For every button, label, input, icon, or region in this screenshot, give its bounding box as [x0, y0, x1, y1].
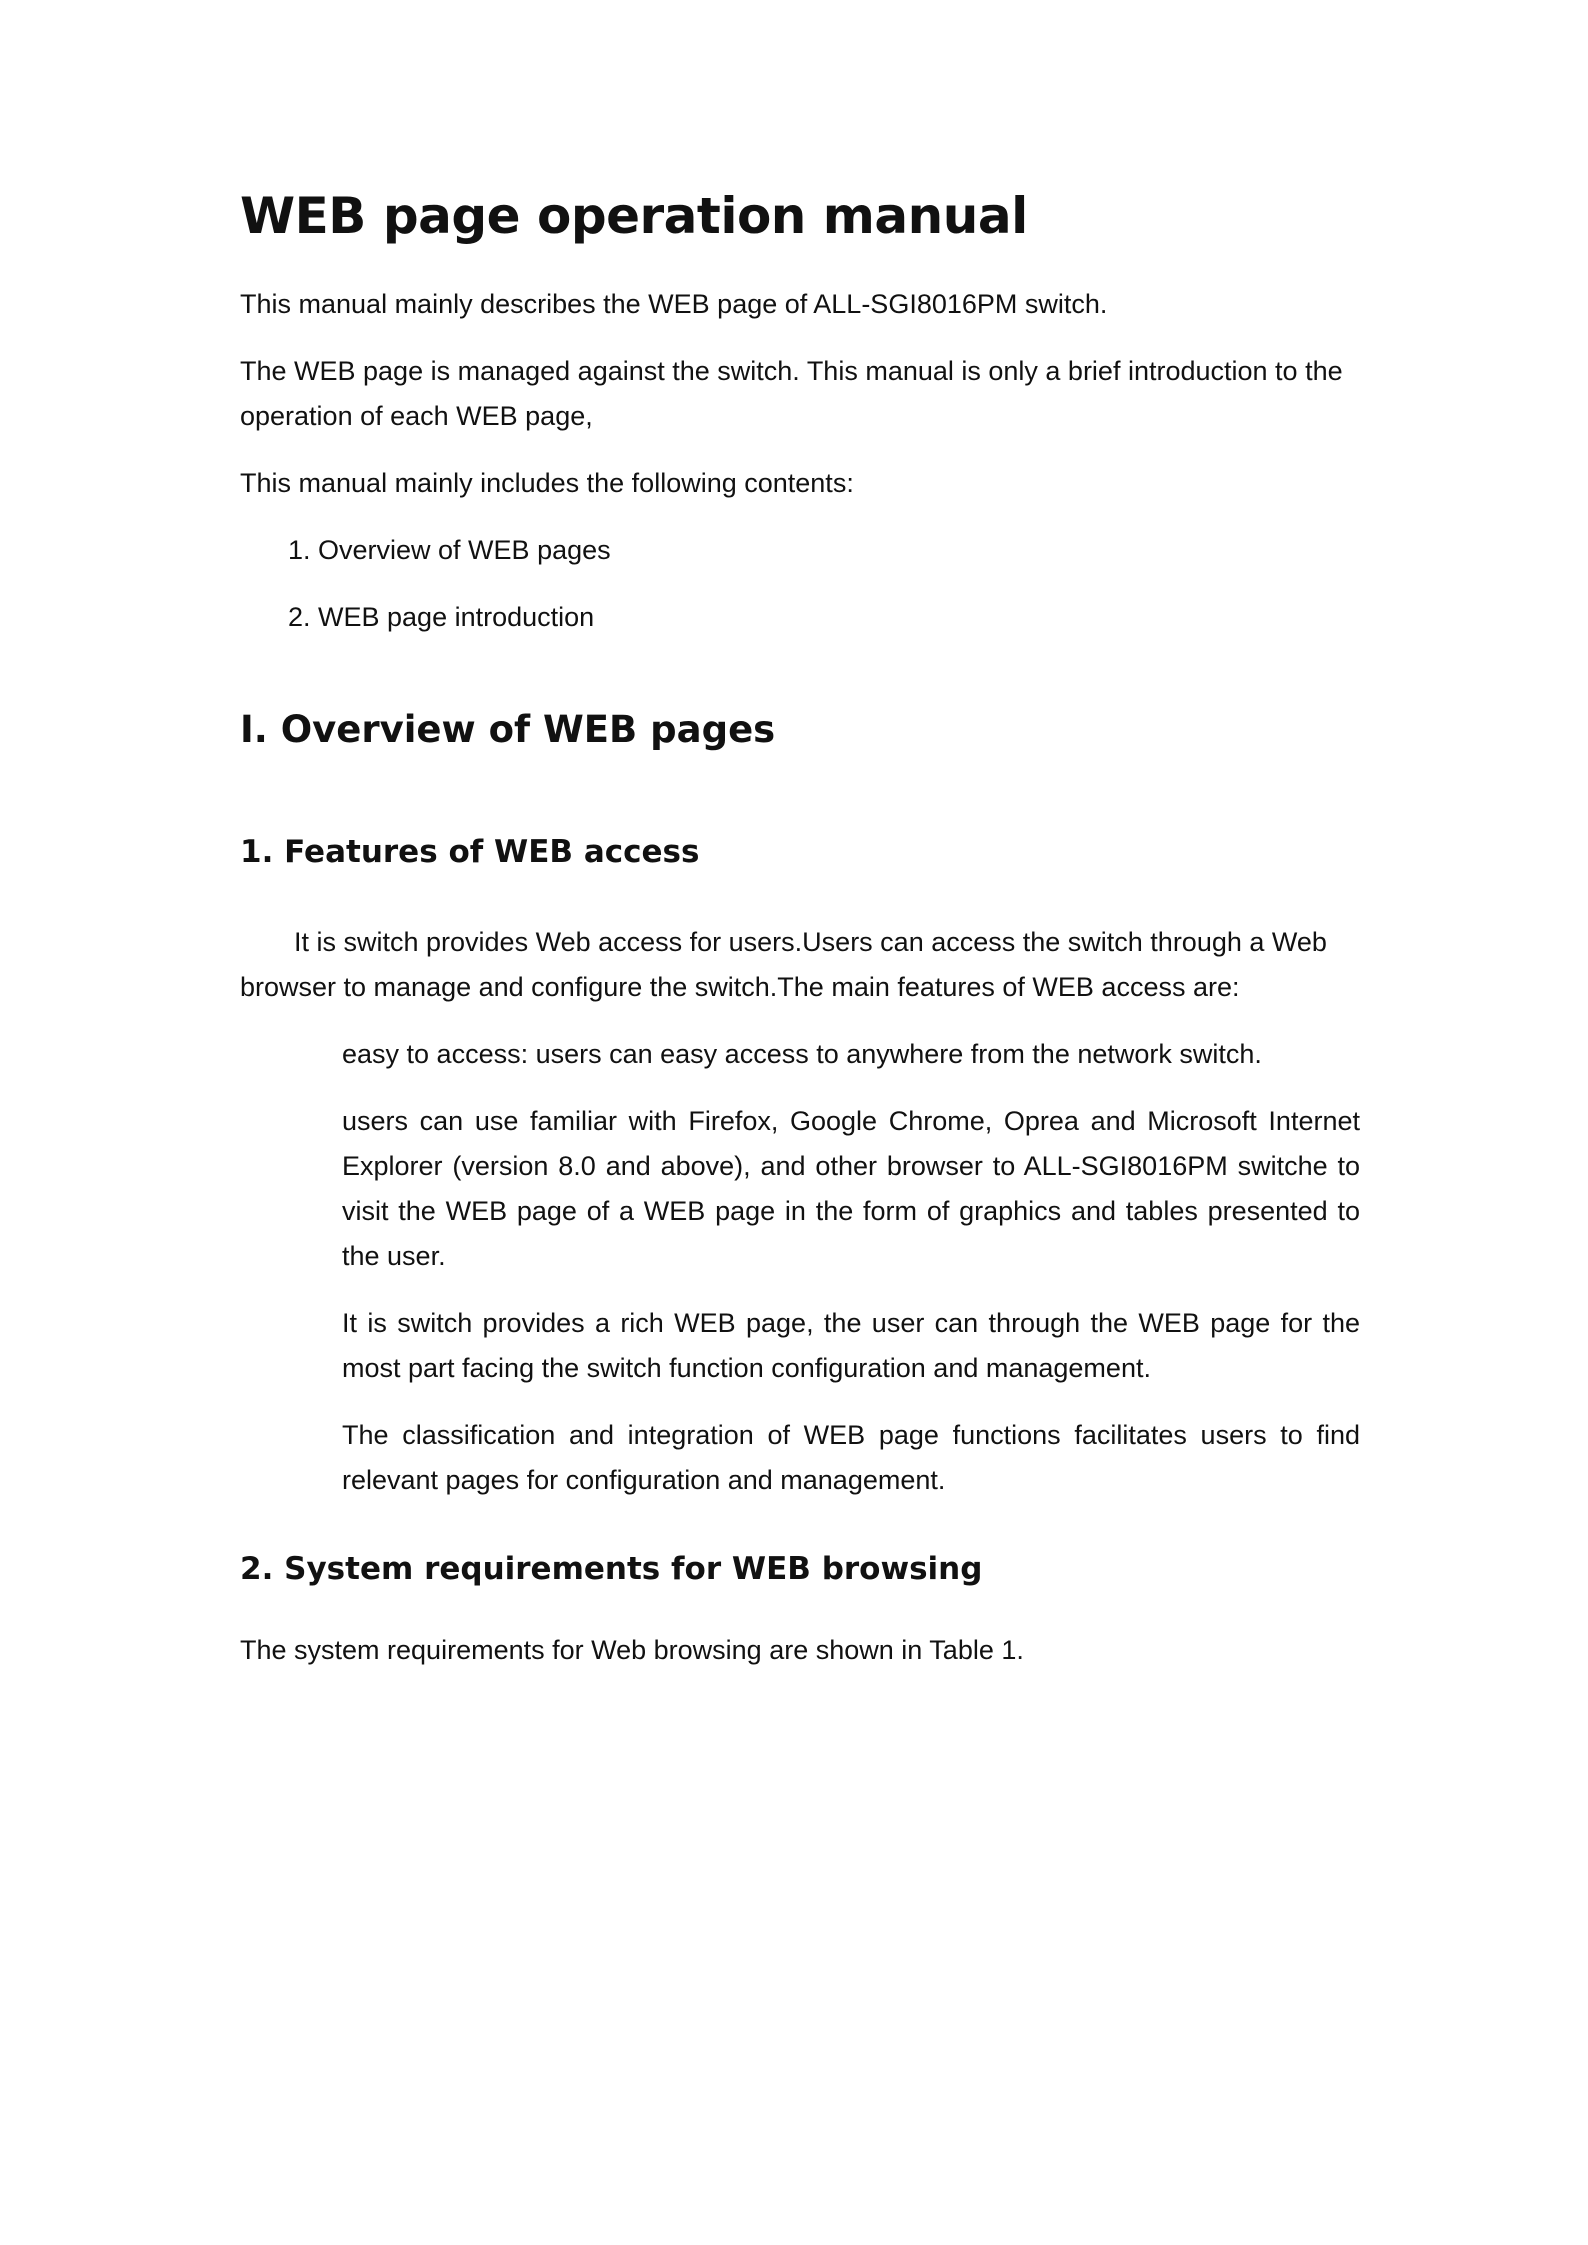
feature-item-4: The classification and integration of WEB page functions facilitates users to find relevant pages for configuration and management.: [342, 1419, 1360, 1495]
document-page: [240, 186, 1360, 1695]
intro-paragraph-1: This manual mainly describes the WEB page of ALL-SGI8016PM switch.: [240, 289, 1108, 319]
feature-item-1: easy to access: users can easy access to anywhere from the network switch.: [342, 1038, 1262, 1069]
section-heading-overview: I. Overview of WEB pages: [240, 708, 776, 751]
contents-list-item-2: 2. WEB page introduction: [288, 602, 595, 632]
intro-paragraph-3: This manual mainly includes the following contents:: [240, 468, 854, 498]
intro-paragraph-2: The WEB page is managed against the switch. This manual is only a brief introduction to the operation of each WEB page,: [240, 356, 1343, 431]
features-intro-paragraph: It is switch provides Web access for users.Users can access the switch through a Web browser to manage and configure the switch.The main features of WEB access are:: [240, 926, 1327, 1002]
subsection-heading-system-requirements: 2. System requirements for WEB browsing: [240, 1550, 983, 1587]
contents-list-item-1: 1. Overview of WEB pages: [288, 535, 611, 565]
page-title: WEB page operation manual: [240, 187, 1028, 245]
system-requirements-paragraph: The system requirements for Web browsing are shown in Table 1.: [240, 1634, 1024, 1665]
feature-item-3: It is switch provides a rich WEB page, the user can through the WEB page for the most part facing the switch function configuration and management.: [342, 1307, 1360, 1383]
feature-item-2: users can use familiar with Firefox, Google Chrome, Oprea and Microsoft Internet Explorer (version 8.0 and above), and other browser to ALL-SGI8016PM switche to visit the WEB page of a WEB page in the form of graphics and tables presented to the user.: [342, 1105, 1360, 1271]
subsection-heading-features: 1. Features of WEB access: [240, 834, 700, 871]
